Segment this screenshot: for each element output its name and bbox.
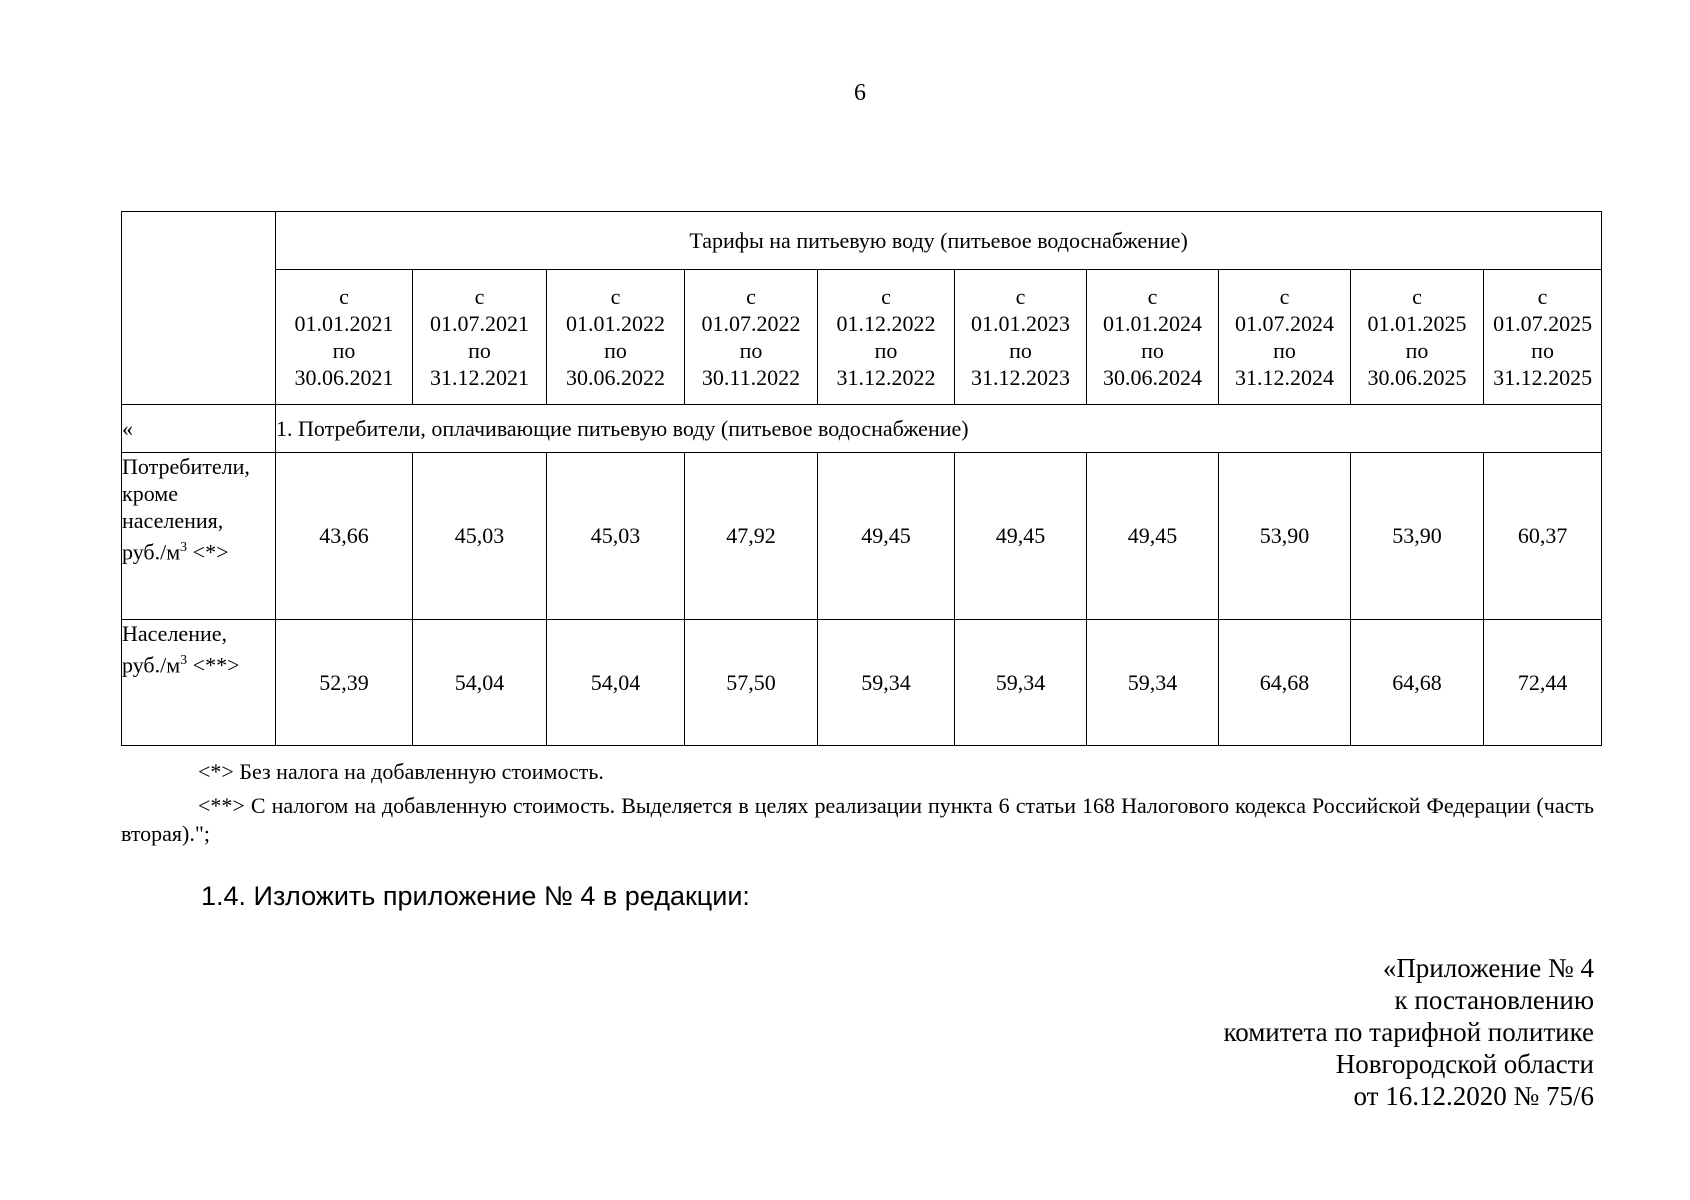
period-header-6 [955, 270, 1087, 405]
unit-footnote-mark: <*> [187, 539, 229, 565]
table-header-row [122, 212, 1602, 270]
tariff-value: 60,37 [1484, 453, 1602, 620]
section-title: 1. Потребители, оплачивающие питьевую воду (питьевое водоснабжение) [276, 405, 1602, 453]
unit-footnote-mark: <**> [187, 652, 240, 678]
period-to: 31.12.2021 [430, 365, 529, 390]
unit-superscript: 3 [180, 540, 188, 555]
period-c: с [1412, 284, 1422, 309]
tariff-value: 57,50 [685, 620, 818, 746]
period-po: по [332, 338, 356, 363]
period-c: с [1537, 284, 1548, 309]
period-from: 01.07.2025 [1493, 311, 1593, 336]
period-from: 01.01.2024 [1103, 311, 1202, 336]
period-to: 30.06.2024 [1103, 365, 1202, 390]
period-header-4 [685, 270, 818, 405]
period-po: по [468, 338, 491, 363]
period-c: с [339, 284, 349, 309]
row-label-line: населения, [122, 508, 224, 533]
table-title: Тарифы на питьевую воду (питьевое водоснабжение) [276, 212, 1602, 270]
tariff-value: 59,34 [818, 620, 955, 746]
table-row [122, 620, 1602, 746]
tariff-value: 49,45 [818, 453, 955, 620]
period-header-2 [413, 270, 547, 405]
tariff-value: 45,03 [413, 453, 547, 620]
table-row [122, 453, 1602, 620]
period-to: 30.06.2025 [1367, 365, 1467, 390]
period-to: 31.12.2025 [1493, 365, 1593, 390]
period-po: по [1141, 338, 1164, 363]
appendix-line: «Приложение № 4 [1382, 953, 1594, 983]
period-from: 01.01.2021 [294, 311, 394, 336]
row-unit [122, 534, 275, 565]
period-c: с [881, 284, 891, 309]
tariff-value: 54,04 [547, 620, 685, 746]
tariff-value: 49,45 [955, 453, 1087, 620]
appendix-line: комитета по тарифной политике [1223, 1017, 1594, 1047]
table-corner-cell [122, 212, 276, 405]
footnote-1: <*> Без налога на добавленную стоимость. [198, 759, 604, 784]
period-to: 31.12.2024 [1235, 365, 1334, 390]
period-to: 30.06.2022 [566, 365, 665, 390]
period-to: 30.11.2022 [701, 365, 801, 390]
period-po: по [739, 338, 763, 363]
row-label [122, 620, 276, 746]
section-mark: « [122, 405, 276, 453]
period-to: 31.12.2023 [971, 365, 1070, 390]
period-from: 01.01.2023 [971, 311, 1070, 336]
period-c: с [474, 284, 485, 309]
period-header-7 [1087, 270, 1219, 405]
tariff-table-body [122, 212, 1602, 746]
tariff-value: 72,44 [1484, 620, 1602, 746]
tariff-value: 53,90 [1219, 453, 1351, 620]
period-from: 01.01.2022 [566, 311, 665, 336]
period-from: 01.07.2022 [701, 311, 801, 336]
period-header-9 [1351, 270, 1484, 405]
period-c: с [746, 284, 756, 309]
unit-superscript: 3 [180, 653, 188, 668]
period-from: 01.07.2021 [430, 311, 529, 336]
period-from: 01.01.2025 [1367, 311, 1467, 336]
tariff-value: 59,34 [955, 620, 1087, 746]
period-c: с [610, 284, 621, 309]
tariff-value: 64,68 [1351, 620, 1484, 746]
period-po: по [1273, 338, 1296, 363]
period-c: с [1015, 284, 1026, 309]
period-po: по [874, 338, 898, 363]
tariff-value: 47,92 [685, 453, 818, 620]
period-from: 01.12.2022 [836, 311, 936, 336]
period-to: 30.06.2021 [294, 365, 394, 390]
tariff-value: 49,45 [1087, 453, 1219, 620]
appendix-heading [1223, 952, 1594, 1112]
period-header-1 [276, 270, 413, 405]
row-label-line: кроме [122, 481, 178, 506]
period-po: по [1405, 338, 1429, 363]
period-header-5 [818, 270, 955, 405]
period-po: по [604, 338, 627, 363]
period-po: по [1531, 338, 1554, 363]
tariff-value: 52,39 [276, 620, 413, 746]
period-c: с [1279, 284, 1290, 309]
appendix-line: к постановлению [1394, 985, 1594, 1015]
row-label-line: Население, [122, 621, 228, 646]
period-header-10 [1484, 270, 1602, 405]
period-header-row [122, 270, 1602, 405]
appendix-line: Новгородской области [1335, 1049, 1594, 1079]
unit-prefix: руб./м [122, 652, 181, 678]
item-1-4: 1.4. Изложить приложение № 4 в редакции: [201, 881, 750, 911]
period-po: по [1009, 338, 1032, 363]
row-label-line: Потребители, [122, 454, 250, 479]
page-number: 6 [854, 80, 866, 106]
period-from: 01.07.2024 [1235, 311, 1334, 336]
appendix-line: от 16.12.2020 № 75/6 [1353, 1081, 1594, 1111]
period-header-3 [547, 270, 685, 405]
footnote-2: <**> С налогом на добавленную стоимость. Выделяется в целях реализации пункта 6 статьи 168 Налогового кодекса Российской Федерации (часть вторая)."; [121, 793, 1594, 846]
tariff-table [121, 211, 1602, 746]
row-label [122, 453, 276, 620]
tariff-value: 43,66 [276, 453, 413, 620]
tariff-value: 45,03 [547, 453, 685, 620]
period-header-8 [1219, 270, 1351, 405]
tariff-value: 64,68 [1219, 620, 1351, 746]
tariff-value: 59,34 [1087, 620, 1219, 746]
unit-prefix: руб./м [122, 539, 181, 565]
row-unit [122, 647, 275, 678]
period-c: с [1147, 284, 1158, 309]
section-row [122, 405, 1602, 453]
tariff-value: 53,90 [1351, 453, 1484, 620]
period-to: 31.12.2022 [836, 365, 936, 390]
tariff-value: 54,04 [413, 620, 547, 746]
